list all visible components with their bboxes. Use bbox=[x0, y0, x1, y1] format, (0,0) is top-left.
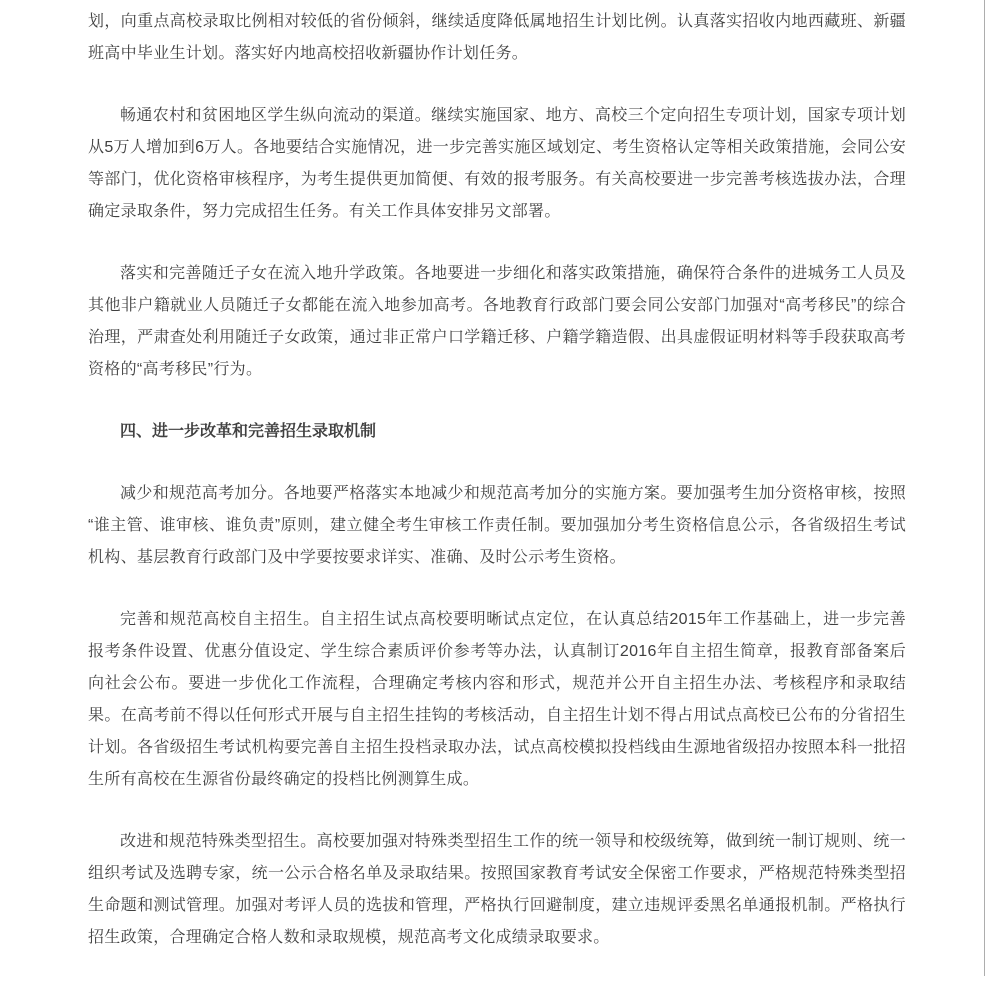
paragraph: 落实和完善随迁子女在流入地升学政策。各地要进一步细化和落实政策措施，确保符合条件的进城务工人员及其他非户籍就业人员随迁子女都能在流入地参加高考。各地教育行政部门要会同公安部门加强对“高考移民”的综合治理，严肃查处利用随迁子女政策，通过非正常户口学籍迁移、户籍学籍造假、出具虚假证明材料等手段获取高考资格的“高考移民”行为。 bbox=[88, 265, 906, 378]
section-heading: 四、进一步改革和完善招生录取机制 bbox=[120, 423, 377, 440]
document-body bbox=[88, 6, 906, 984]
paragraph: 完善和规范高校自主招生。自主招生试点高校要明晰试点定位，在认真总结2015年工作基础上，进一步完善报考条件设置、优惠分值设定、学生综合素质评价参考等办法，认真制订2016年自主招生简章，报教育部备案后向社会公布。要进一步优化工作流程，合理确定考核内容和形式，规范并公开自主招生办法、考核程序和录取结果。在高考前不得以任何形式开展与自主招生挂钩的考核活动，自主招生计划不得占用试点高校已公布的分省招生计划。各省级招生考试机构要完善自主招生投档录取办法，试点高校模拟投档线由生源地省级招办按照本科一批招生所有高校在生源省份最终确定的投档比例测算生成。 bbox=[88, 611, 906, 788]
content-right-border bbox=[984, 0, 985, 976]
paragraph: 减少和规范高考加分。各地要严格落实本地减少和规范高考加分的实施方案。要加强考生加分资格审核，按照“谁主管、谁审核、谁负责”原则，建立健全考生审核工作责任制。要加强加分考生资格信息公示，各省级招生考试机构、基层教育行政部门及中学要按要求详实、准确、及时公示考生资格。 bbox=[88, 485, 906, 566]
paragraph-continuation: 划，向重点高校录取比例相对较低的省份倾斜，继续适度降低属地招生计划比例。认真落实招收内地西藏班、新疆班高中毕业生计划。落实好内地高校招收新疆协作计划任务。 bbox=[88, 13, 906, 62]
paragraph: 改进和规范特殊类型招生。高校要加强对特殊类型招生工作的统一领导和校级统筹，做到统一制订规则、统一组织考试及选聘专家，统一公示合格名单及录取结果。按照国家教育考试安全保密工作要求，严格规范特殊类型招生命题和测试管理。加强对考评人员的选拔和管理，严格执行回避制度，建立违规评委黑名单通报机制。严格执行招生政策，合理确定合格人数和录取规模，规范高考文化成绩录取要求。 bbox=[88, 833, 906, 946]
paragraph: 畅通农村和贫困地区学生纵向流动的渠道。继续实施国家、地方、高校三个定向招生专项计划，国家专项计划从5万人增加到6万人。各地要结合实施情况，进一步完善实施区域划定、考生资格认定等相关政策措施，会同公安等部门，优化资格审核程序，为考生提供更加简便、有效的报考服务。有关高校要进一步完善考核选拔办法，合理确定录取条件，努力完成招生任务。有关工作具体安排另文部署。 bbox=[88, 107, 906, 220]
